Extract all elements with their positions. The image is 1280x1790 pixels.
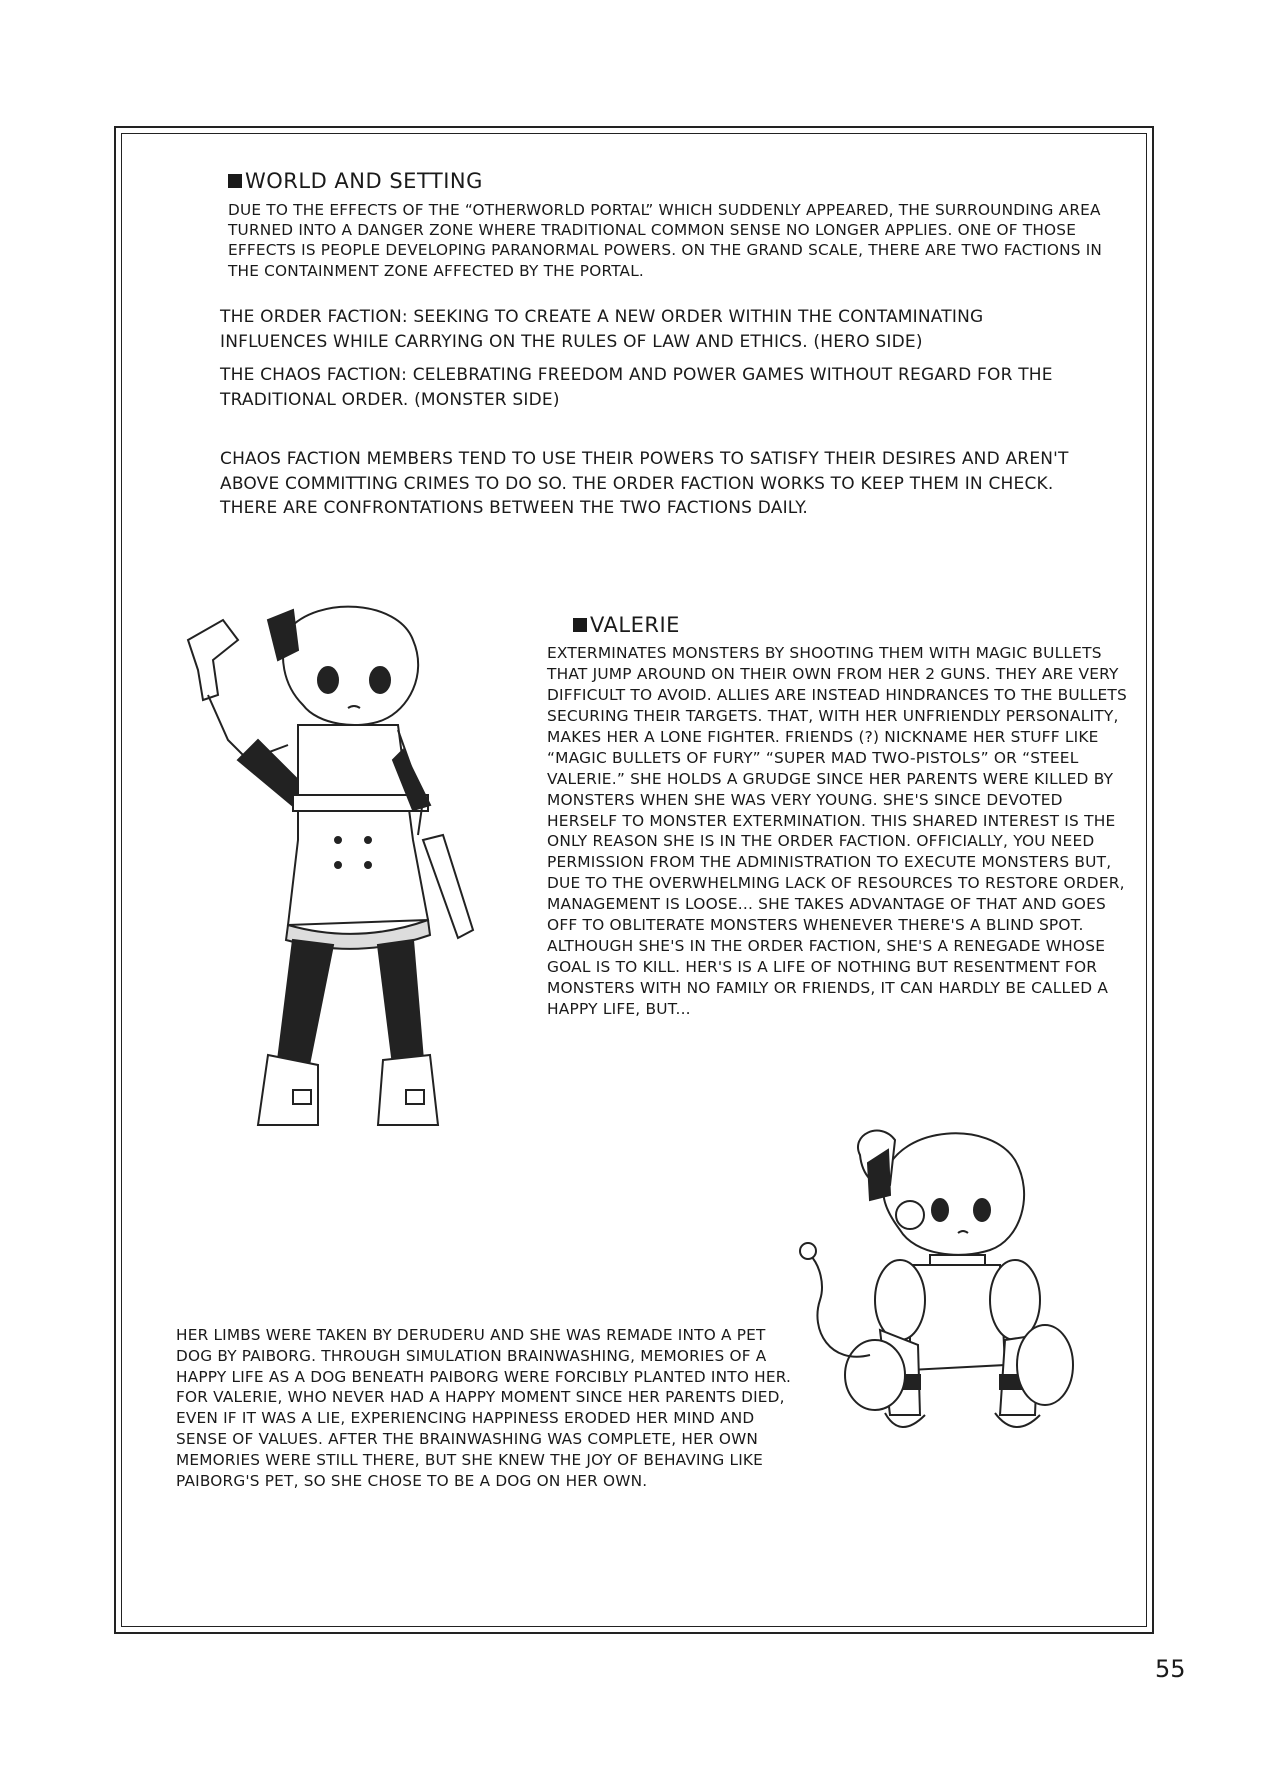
world-setting-heading: WORLD AND SETTING — [228, 168, 483, 196]
world-intro-paragraph: DUE TO THE EFFECTS OF THE “OTHERWORLD PORTAL” WHICH SUDDENLY APPEARED, THE SURROUNDING AREA TURNED INTO A DANGER ZONE WHERE TRADITIONAL COMMON SENSE NO LONGER APPLIES. ONE OF THOSE EFFECTS IS PEOPLE DEVELOPING PARANORMAL POWERS. ON THE GRAND SCALE, THERE ARE TWO FACTIONS IN THE CONTAINMENT ZONE AFFECTED BY THE PORTAL. — [228, 201, 1103, 280]
conflict-paragraph: CHAOS FACTION MEMBERS TEND TO USE THEIR POWERS TO SATISFY THEIR DESIRES AND AREN'T ABOVE COMMITTING CRIMES TO DO SO. THE ORDER FACTION WORKS TO KEEP THEM IN CHECK. THERE ARE CONFRONTATIONS BETWEEN THE TWO FACTIONS DAILY. — [220, 449, 1069, 519]
order-faction-paragraph: THE ORDER FACTION: SEEKING TO CREATE A NEW ORDER WITHIN THE CONTAMINATING INFLUENCES WHILE CARRYING ON THE RULES OF LAW AND ETHICS. (HERO SIDE) — [220, 307, 984, 352]
chaos-faction-paragraph: THE CHAOS FACTION: CELEBRATING FREEDOM AND POWER GAMES WITHOUT REGARD FOR THE TRADITIONAL ORDER. (MONSTER SIDE) — [220, 365, 1053, 410]
valerie-illustration — [168, 600, 548, 1140]
page-number: 55 — [1155, 1655, 1186, 1683]
valerie-dog-illustration — [790, 1115, 1120, 1465]
valerie-fate-paragraph: HER LIMBS WERE TAKEN BY DERUDERU AND SHE WAS REMADE INTO A PET DOG BY PAIBORG. THROUGH SIMULATION BRAINWASHING, MEMORIES OF A HAPPY LIFE AS A DOG BENEATH PAIBORG WERE FORCIBLY PLANTED INTO HER. FOR VALERIE, WHO NEVER HAD A HAPPY MOMENT SINCE HER PARENTS DIED, EVEN IF IT WAS A LIE, EXPERIENCING HAPPINESS ERODED HER MIND AND SENSE OF VALUES. AFTER THE BRAINWASHING WAS COMPLETE, HER OWN MEMORIES WERE STILL THERE, BUT SHE KNEW THE JOY OF BEHAVING LIKE PAIBORG'S PET, SO SHE CHOSE TO BE A DOG ON HER OWN. — [176, 1326, 792, 1490]
valerie-heading: VALERIE — [573, 612, 680, 640]
valerie-description: EXTERMINATES MONSTERS BY SHOOTING THEM WITH MAGIC BULLETS THAT JUMP AROUND ON THEIR OWN FROM HER 2 GUNS. THEY ARE VERY DIFFICULT TO AVOID. ALLIES ARE INSTEAD HINDRANCES TO THE BULLETS SECURING THEIR TARGETS. THAT, WITH HER UNFRIENDLY PERSONALITY, MAKES HER A LONE FIGHTER. FRIENDS (?) NICKNAME HER STUFF LIKE “MAGIC BULLETS OF FURY” “SUPER MAD TWO-PISTOLS” OR “STEEL VALERIE.” SHE HOLDS A GRUDGE SINCE HER PARENTS WERE KILLED BY MONSTERS WHEN SHE WAS VERY YOUNG. SHE'S SINCE DEVOTED HERSELF TO MONSTER EXTERMINATION. THIS SHARED INTEREST IS THE ONLY REASON SHE IS IN THE ORDER FACTION. OFFICIALLY, YOU NEED PERMISSION FROM THE ADMINISTRATION TO EXECUTE MONSTERS BUT, DUE TO THE OVERWHELMING LACK OF RESOURCES TO RESTORE ORDER, MANAGEMENT IS LOOSE... SHE TAKES ADVANTAGE OF THAT AND GOES OFF TO OBLITERATE MONSTERS WHENEVER THERE'S A BLIND SPOT. ALTHOUGH SHE'S IN THE ORDER FACTION, SHE'S A RENEGADE WHOSE GOAL IS TO KILL. HER'S IS A LIFE OF NOTHING BUT RESENTMENT FOR MONSTERS WITH NO FAMILY OR FRIENDS, IT CAN HARDLY BE CALLED A HAPPY LIFE, BUT... — [547, 644, 1127, 1018]
